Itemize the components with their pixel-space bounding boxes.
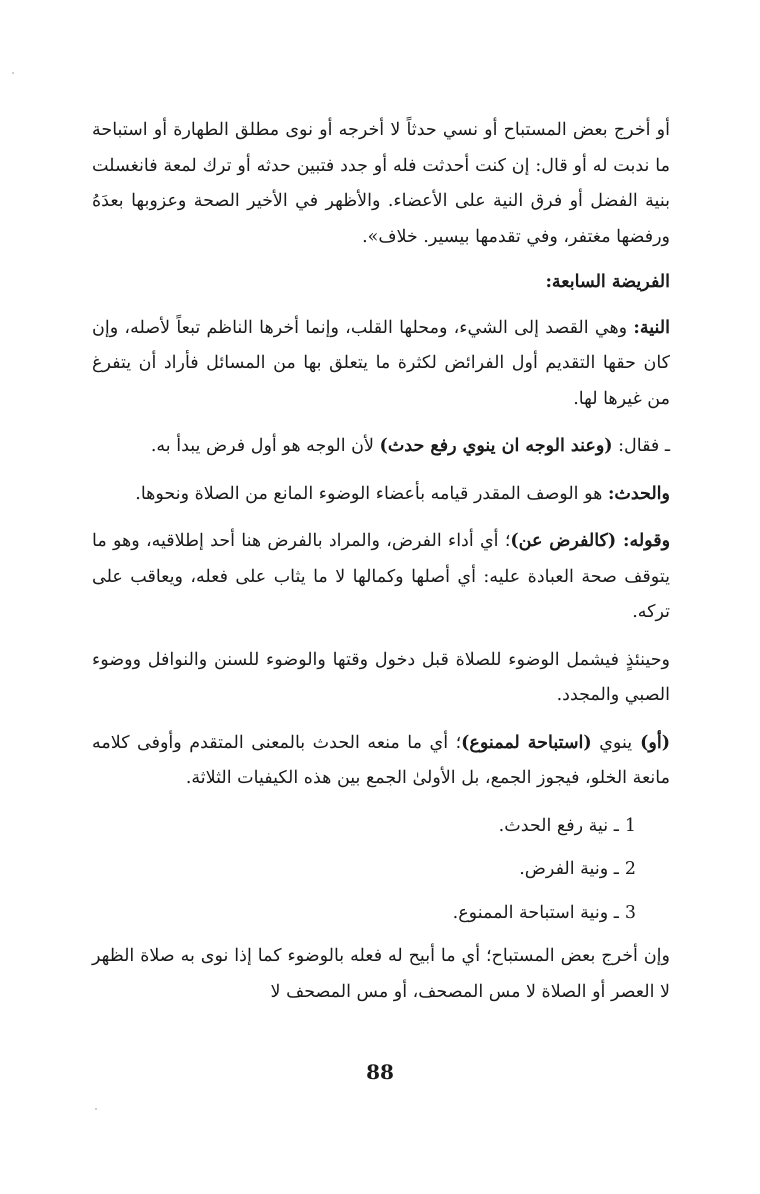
paragraph-4	[92, 477, 670, 513]
list-item	[92, 809, 670, 845]
verse-quote-2: (كالفرض عن)	[510, 531, 617, 551]
paragraph-5	[92, 524, 670, 631]
scan-speck	[95, 1108, 97, 1110]
verse-quote-1: (وعند الوجه ان ينوي رفع حدث)	[379, 436, 613, 456]
page-number: 88	[366, 1060, 394, 1084]
term-hadath: والحدث:	[607, 483, 670, 504]
list-item-text: ـ نية رفع الحدث.	[498, 815, 619, 836]
section-heading: الفريضة السابعة:	[545, 272, 670, 292]
list-item-text: ـ ونية الفرض.	[519, 859, 619, 879]
body-text	[92, 113, 670, 1022]
paragraph-8: وإن أخرج بعض المستباح؛ أي ما أبيح له فعله بالوضوء كما إذا نوى به صلاة الظهر لا العصر أو الصلاة لا مس المصحف، أو مس المصحف لا	[92, 946, 670, 1002]
paragraph-1: أو أخرج بعض المستباح أو نسي حدثاً لا أخرجه أو نوى مطلق الطهارة أو استباحة ما ندبت له أو قال: إن كنت أحدثت فله أو جدد فتبين حدثه أو ترك لمعة فانغسلت بنية الفضل أو فرق النية على الأعضاء. والأظهر في الأخير الصحة وعزوبها بعدَهُ ورفضها مغتفر، وفي تقدمها بيسير. خلاف».	[92, 120, 670, 247]
list-item-number: 2	[624, 859, 636, 879]
scan-speck	[12, 72, 14, 74]
verse-quote-aw: (أو)	[632, 732, 671, 753]
list-item	[92, 852, 670, 888]
term-niyya: النية:	[633, 317, 670, 338]
paragraph-6: وحينئذٍ فيشمل الوضوء للصلاة قبل دخول وقتها والوضوء للسنن والنوافل ووضوء الصبي والمجدد.	[92, 649, 670, 705]
list-item-number: 1	[624, 815, 636, 836]
paragraph-7	[92, 726, 670, 797]
list-item-text: ـ ونية استباحة الممنوع.	[452, 902, 619, 923]
list-item	[92, 896, 670, 932]
paragraph-7-text: ؛ أي ما منعه الحدث بالمعنى المتقدم وأوفى كلامه مانعة الخلو، فيجوز الجمع، بل الأولىٰ الجمع بين هذه الكيفيات الثلاثة.	[92, 732, 670, 788]
paragraph-3	[92, 429, 670, 465]
paragraph-3-text: لأن الوجه هو أول فرض يبدأ به.	[150, 436, 380, 456]
paragraph-7-lead: ينوي	[591, 732, 633, 753]
paragraph-5-text: ؛ أي أداء الفرض، والمراد بالفرض هنا أحد إطلاقيه، وهو ما يتوقف صحة العبادة عليه: أي أصلها وكمالها لا ما يثاب على فعله، ويعاقب على تركه.	[92, 531, 670, 622]
verse-quote-3: (استباحة لممنوع)	[461, 732, 592, 753]
paragraph-2-text: وهي القصد إلى الشيء، ومحلها القلب، وإنما أخرها الناظم تبعاً لأصله، وإن كان حقها التقديم أول الفرائض لكثرة ما يتعلق بها من المسائل فأراد أن يتفرغ من غيرها لها.	[92, 317, 670, 409]
paragraph-4-text: هو الوصف المقدر قيامه بأعضاء الوضوء المانع من الصلاة ونحوها.	[135, 483, 608, 504]
paragraph-3-lead: ـ فقال:	[612, 436, 670, 456]
paragraph-2	[92, 311, 670, 418]
list-item-number: 3	[624, 902, 636, 923]
term-qawluhu: وقوله:	[616, 531, 671, 551]
